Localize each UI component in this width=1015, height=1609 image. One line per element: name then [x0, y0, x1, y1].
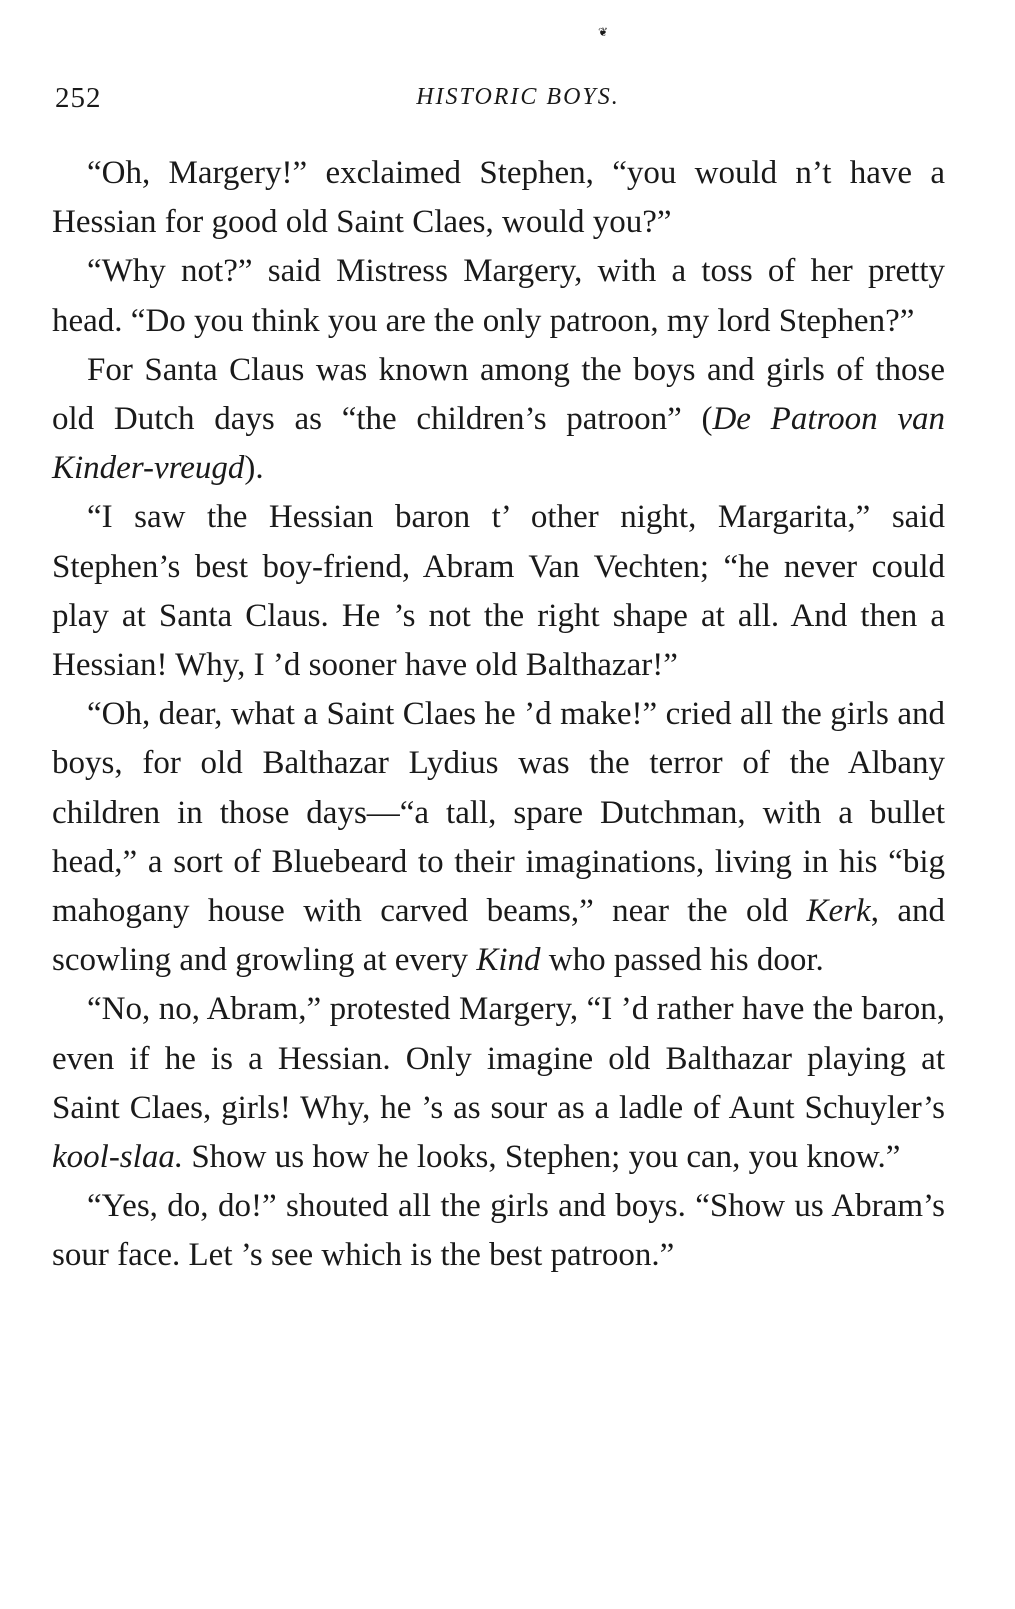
paragraph-5: “Oh, dear, what a Saint Claes he ’d make!” cried all the girls and boys, for old Balthazar Lydius was the terror of the Albany children in those days—“a tall, spare Dutchman, with a bullet head,” a sort of Bluebeard to their imaginations, living in his “big mahogany house with carved beams,” near the old Kerk, and scowling and growling at every Kind who passed his door.: [52, 696, 945, 979]
italic-word: Kerk: [806, 893, 871, 930]
paragraph-4: “I saw the Hessian baron t’ other night, Margarita,” said Stephen’s best boy-friend, Abram Van Vechten; “he never could play at Santa Claus. He ’s not the right shape at all. And then a Hessian! Why, I ’d sooner have old Balthazar!”: [52, 499, 945, 684]
italic-phrase: De Patroon van Kinder-vreugd: [52, 401, 946, 487]
printer-ornament-icon: ❦: [598, 25, 609, 39]
paragraph-1: “Oh, Margery!” exclaimed Stephen, “you would n’t have a Hessian for good old Saint Claes, would you?”: [52, 155, 945, 241]
italic-word: Kind: [476, 942, 541, 979]
paragraph-7: “Yes, do, do!” shouted all the girls and boys. “Show us Abram’s sour face. Let ’s see which is the best patroon.”: [52, 1188, 945, 1274]
page-number: 252: [55, 82, 102, 114]
running-title: HISTORIC BOYS.: [416, 84, 620, 110]
running-header: [55, 82, 945, 122]
paragraph-2: “Why not?” said Mistress Margery, with a toss of her pretty head. “Do you think you are the only patroon, my lord Stephen?”: [52, 253, 945, 339]
paragraph-3: For Santa Claus was known among the boys and girls of those old Dutch days as “the children’s patroon” (De Patroon van Kinder-vreugd).: [52, 351, 946, 487]
paragraph-6: “No, no, Abram,” protested Margery, “I ’d rather have the baron, even if he is a Hessian. Only imagine old Balthazar playing at Saint Claes, girls! Why, he ’s as sour as a ladle of Aunt Schuyler’s kool-slaa. Show us how he looks, Stephen; you can, you know.”: [52, 991, 945, 1176]
page-body: [52, 149, 945, 1281]
italic-word: kool-slaa.: [52, 1139, 184, 1176]
